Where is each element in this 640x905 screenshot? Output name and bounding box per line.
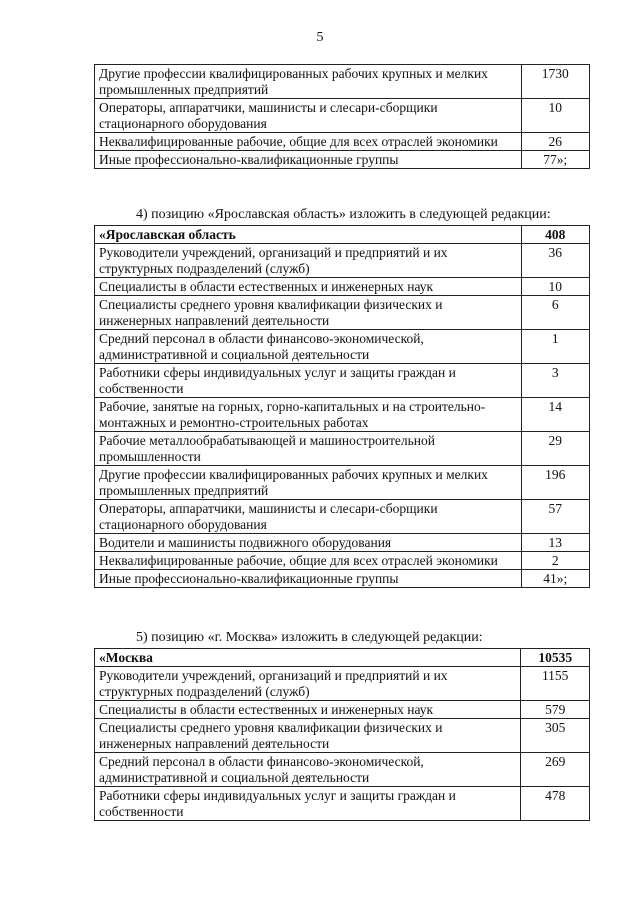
row-label: Водители и машинисты подвижного оборудования xyxy=(95,534,522,552)
row-label: Специалисты среднего уровня квалификации физических и инженерных направлений деятельности xyxy=(95,296,522,330)
row-value: 6 xyxy=(521,296,589,330)
table-row xyxy=(95,753,590,787)
table-row xyxy=(95,99,590,133)
row-label: Операторы, аппаратчики, машинисты и слесари-сборщики стационарного оборудования xyxy=(95,99,522,133)
row-label: Руководители учреждений, организаций и предприятий и их структурных подразделений (служб) xyxy=(95,244,522,278)
row-label: Руководители учреждений, организаций и предприятий и их структурных подразделений (служб) xyxy=(95,667,521,701)
row-label: Рабочие металлообрабатывающей и машиностроительной промышленности xyxy=(95,432,522,466)
table-row xyxy=(95,534,590,552)
row-label: Специалисты в области естественных и инженерных наук xyxy=(95,278,522,296)
row-label: Средний персонал в области финансово-экономической, административной и социальной деятельности xyxy=(95,753,521,787)
table-row xyxy=(95,244,590,278)
row-label: Неквалифицированные рабочие, общие для всех отраслей экономики xyxy=(95,552,522,570)
row-value: 1730 xyxy=(521,65,590,99)
row-value: 269 xyxy=(521,753,590,787)
table-row xyxy=(95,278,590,296)
table-row xyxy=(95,364,590,398)
table-row xyxy=(95,552,590,570)
row-label: Операторы, аппаратчики, машинисты и слесари-сборщики стационарного оборудования xyxy=(95,500,522,534)
row-label: Средний персонал в области финансово-экономической, административной и социальной деятельности xyxy=(95,330,522,364)
row-value: 26 xyxy=(521,133,590,151)
row-label: Другие профессии квалифицированных рабочих крупных и мелких промышленных предприятий xyxy=(95,65,522,99)
row-value: 77»; xyxy=(521,151,590,169)
row-value: 29 xyxy=(521,432,589,466)
table-row xyxy=(95,701,590,719)
row-value: 41»; xyxy=(521,570,589,588)
section4-intro: 4) позицию «Ярославская область» изложить в следующей редакции: xyxy=(136,207,551,222)
row-label: Работники сферы индивидуальных услуг и защиты граждан и собственности xyxy=(95,787,521,821)
row-value: 478 xyxy=(521,787,590,821)
table-row xyxy=(95,787,590,821)
table-row xyxy=(95,500,590,534)
row-value: 10 xyxy=(521,99,590,133)
row-value: 305 xyxy=(521,719,590,753)
table-row xyxy=(95,296,590,330)
row-label: Рабочие, занятые на горных, горно-капитальных и на строительно-монтажных и ремонтно-строительных работах xyxy=(95,398,522,432)
row-value: 1155 xyxy=(521,667,590,701)
section5-intro: 5) позицию «г. Москва» изложить в следующей редакции: xyxy=(136,630,483,645)
row-value: 3 xyxy=(521,364,589,398)
table-row xyxy=(95,719,590,753)
table-row xyxy=(95,432,590,466)
table-row xyxy=(95,570,590,588)
row-value: 13 xyxy=(521,534,589,552)
row-label: Работники сферы индивидуальных услуг и защиты граждан и собственности xyxy=(95,364,522,398)
page-number: 5 xyxy=(316,30,324,45)
row-label: Специалисты среднего уровня квалификации физических и инженерных направлений деятельности xyxy=(95,719,521,753)
table-row xyxy=(95,667,590,701)
continued-table xyxy=(94,64,590,169)
row-label: Иные профессионально-квалификационные группы xyxy=(95,151,522,169)
region-total: 408 xyxy=(521,226,589,244)
row-value: 1 xyxy=(521,330,589,364)
yaroslavl-table xyxy=(94,225,590,588)
table-row xyxy=(95,466,590,500)
row-value: 196 xyxy=(521,466,589,500)
row-value: 10 xyxy=(521,278,589,296)
row-label: Другие профессии квалифицированных рабочих крупных и мелких промышленных предприятий xyxy=(95,466,522,500)
table-header-row xyxy=(95,649,590,667)
table-row xyxy=(95,330,590,364)
row-label: Неквалифицированные рабочие, общие для всех отраслей экономики xyxy=(95,133,522,151)
row-value: 57 xyxy=(521,500,589,534)
table-row xyxy=(95,133,590,151)
table-header-row xyxy=(95,226,590,244)
row-label: Иные профессионально-квалификационные группы xyxy=(95,570,522,588)
region-name: «Москва xyxy=(95,649,521,667)
row-value: 14 xyxy=(521,398,589,432)
region-name: «Ярославская область xyxy=(95,226,522,244)
row-value: 36 xyxy=(521,244,589,278)
region-total: 10535 xyxy=(521,649,590,667)
row-value: 2 xyxy=(521,552,589,570)
row-label: Специалисты в области естественных и инженерных наук xyxy=(95,701,521,719)
table-row xyxy=(95,398,590,432)
moscow-table xyxy=(94,648,590,821)
table-row xyxy=(95,65,590,99)
row-value: 579 xyxy=(521,701,590,719)
table-row xyxy=(95,151,590,169)
